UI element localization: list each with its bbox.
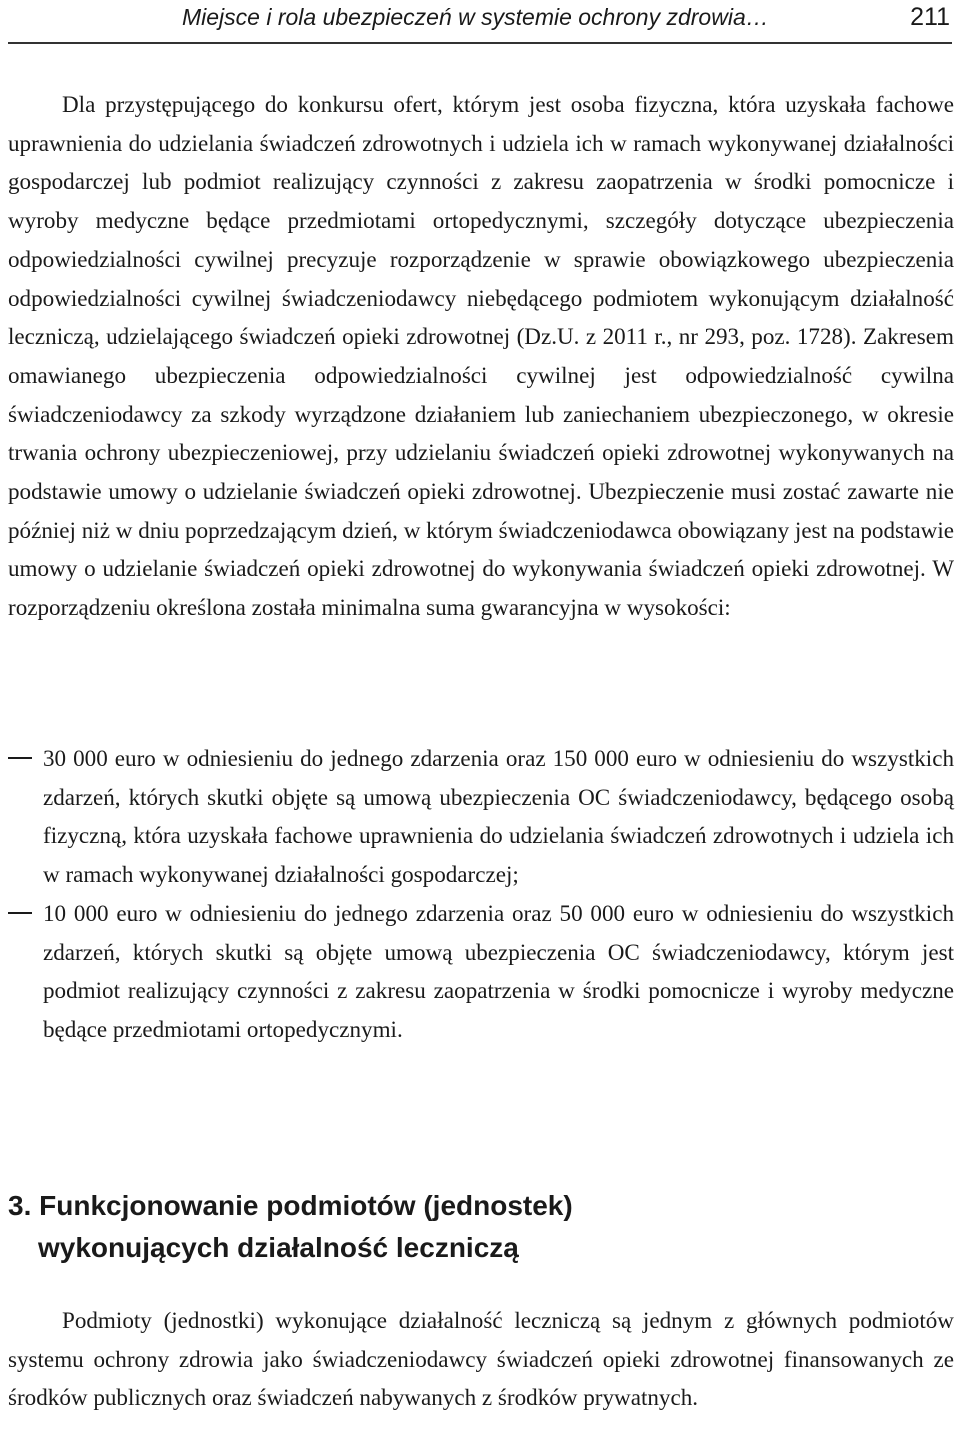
section-heading-line-1: 3. Funkcjonowanie podmiotów (jednostek) [8, 1190, 573, 1221]
list-item [8, 894, 954, 1049]
section-heading-line-2: wykonujących działalność leczniczą [38, 1232, 519, 1263]
guarantee-limits-list [8, 739, 954, 1049]
section-heading [8, 1185, 954, 1269]
dash-bullet-icon [8, 757, 32, 759]
list-item-text: 30 000 euro w odniesieniu do jednego zdarzenia oraz 150 000 euro w odniesieniu do wszystkich zdarzeń, których skutki objęte są umową ubezpieczenia OC świadczeniodawcy, będącego osobą fizyczną, która uzyskała fachowe uprawnienia do udzielania świadczeń zdrowotnych i udziela ich w ramach wykonywanej działalności gospodarczej; [43, 745, 954, 888]
list-item [8, 739, 954, 894]
running-title: Miejsce i rola ubezpieczeń w systemie ochrony zdrowia… [182, 4, 769, 30]
section-paragraph: Podmioty (jednostki) wykonujące działalność leczniczą są jednym z głównych podmiotów systemu ochrony zdrowia jako świadczeniodawcy świadczeń opieki zdrowotnej finansowanych ze środków publicznych oraz świadczeń nabywanych z środków prywatnych. [8, 1307, 954, 1411]
main-paragraph: Dla przystępującego do konkursu ofert, którym jest osoba fizyczna, która uzyskała fachowe uprawnienia do udzielania świadczeń zdrowotnych i udziela ich w ramach wykonywanej działalności gospodarczej lub podmiot realizujący czynności z zakresu zaopatrzenia w środki pomocnicze i wyroby medyczne będące przedmiotami ortopedycznymi, szczegóły dotyczące ubezpieczenia odpowiedzialności cywilnej precyzuje rozporządzenie w sprawie obowiązkowego ubezpieczenia odpowiedzialności cywilnej świadczeniodawcy niebędącego podmiotem wykonującym działalność leczniczą, udzielającego świadczeń opieki zdrowotnej (Dz.U. z 2011 r., nr 293, poz. 1728). Zakresem omawianego ubezpieczenia odpowiedzialności cywilnej jest odpowiedzialność cywilna świadczeniodawcy za szkody wyrządzone działaniem lub zaniechaniem ubezpieczonego, w okresie trwania ochrony ubezpieczeniowej, przy udzielaniu świadczeń opieki zdrowotnej wykonywanych na podstawie umowy o udzielanie świadczeń opieki zdrowotnej. Ubezpieczenie musi zostać zawarte nie później niż w dniu poprzedzającym dzień, w którym świadczeniodawca obowiązany jest na podstawie umowy o udzielanie świadczeń opieki zdrowotnej do wykonywania świadczeń opieki zdrowotnej. W rozporządzeniu określona została minimalna suma gwarancyjna w wysokości: [8, 91, 954, 621]
dash-bullet-icon [8, 912, 32, 914]
list-item-text: 10 000 euro w odniesieniu do jednego zdarzenia oraz 50 000 euro w odniesieniu do wszystkich zdarzeń, których skutki są objęte umową ubezpieczenia OC świadczeniodawcy, którym jest podmiot realizujący czynności z zakresu zaopatrzenia w środki pomocnicze i wyroby medyczne będące przedmiotami ortopedycznymi. [43, 899, 954, 1042]
running-header [8, 0, 952, 44]
page-number: 211 [910, 3, 950, 31]
